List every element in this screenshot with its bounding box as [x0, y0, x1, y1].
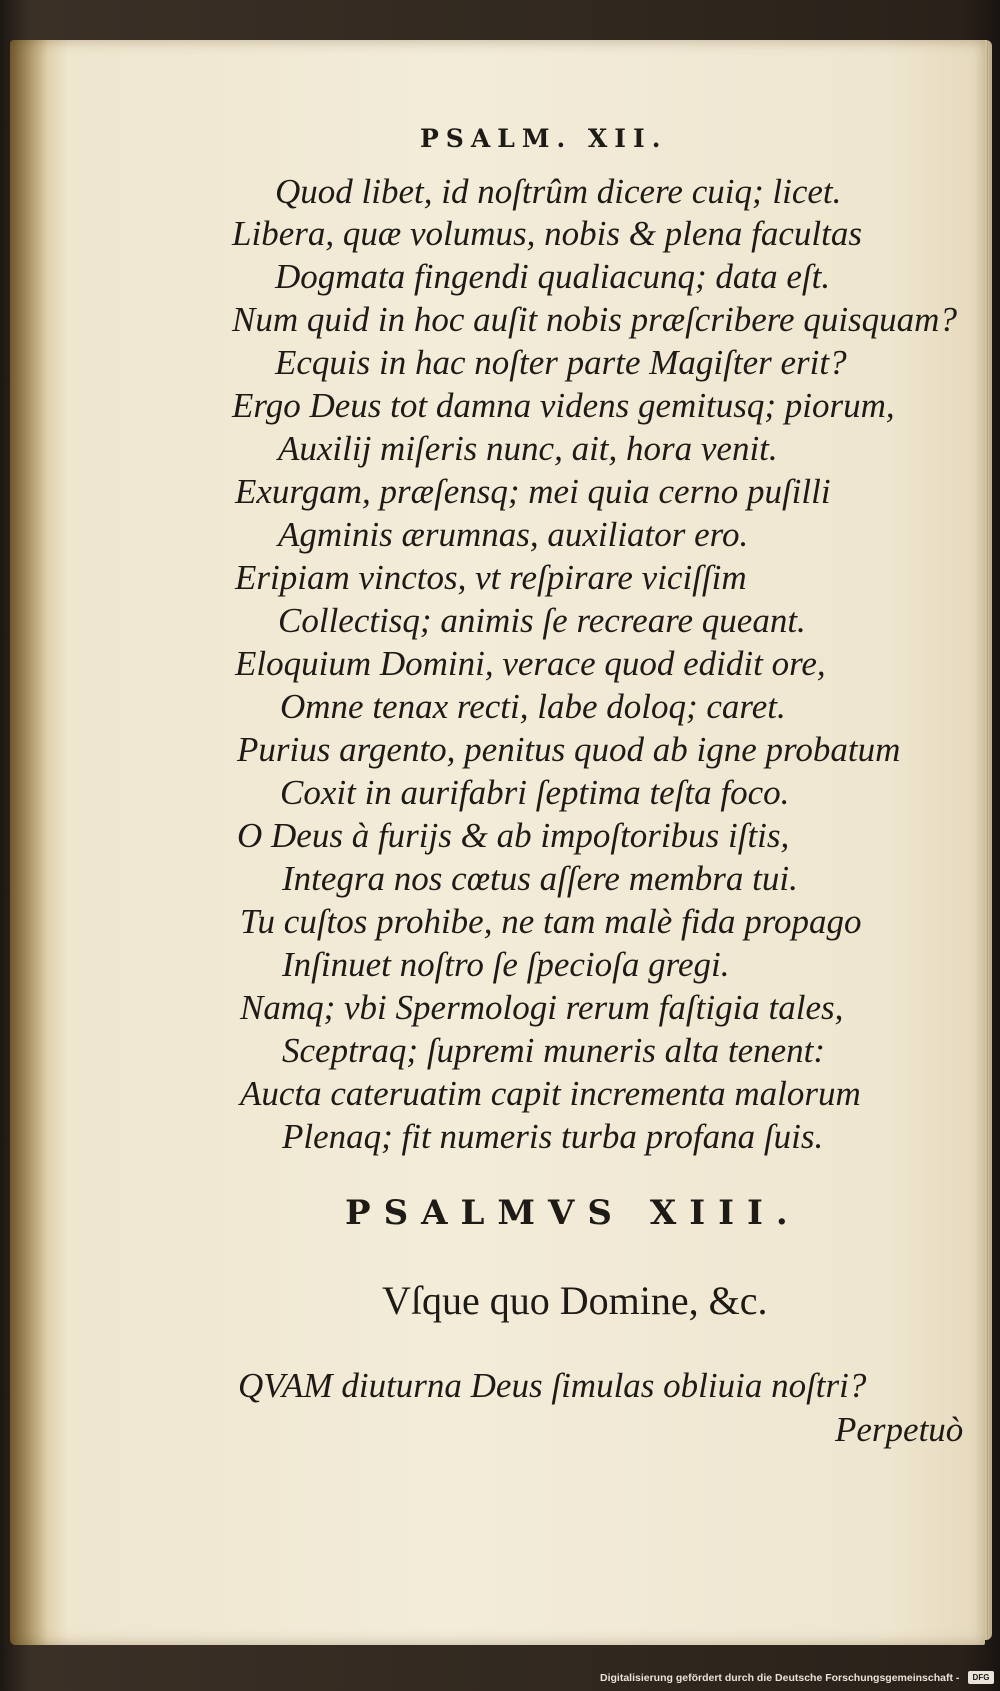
verse-line: Agminis ærumnas, auxiliator ero.: [278, 515, 749, 554]
digitisation-credit: Digitalisierung gefördert durch die Deutsche Forschungsgemeinschaft -: [600, 1672, 960, 1684]
verse-line: Dogmata fingendi qualiacunq; data eſt.: [275, 257, 831, 296]
verse-line: Omne tenax recti, labe doloq; caret.: [280, 687, 786, 726]
verse-line: Integra nos cœtus aſſere membra tui.: [282, 859, 798, 898]
catchword: Perpetuò: [835, 1410, 964, 1449]
verse-line: Plenaq; fit numeris turba profana ſuis.: [282, 1117, 824, 1156]
verse-line: Inſinuet noſtro ſe ſpecioſa gregi.: [282, 945, 730, 984]
verse-line: Auxilij miſeris nunc, ait, hora venit.: [278, 429, 778, 468]
verse-line: Collectisq; animis ſe recreare queant.: [278, 601, 806, 640]
verse-line: Num quid in hoc auſit nobis præſcribere quisquam?: [232, 300, 957, 339]
verse-line: Ecquis in hac noſter parte Magiſter erit?: [275, 343, 847, 382]
verse-line: Ergo Deus tot damna videns gemitusq; piorum,: [232, 386, 895, 425]
running-head: PSALM. XII.: [420, 124, 668, 153]
psalm-title: PSALMVS XIII.: [345, 1193, 801, 1233]
verse-line: Quod libet, id noſtrûm dicere cuiq; licet.: [275, 172, 842, 211]
verse-line: Exurgam, præſensq; mei quia cerno puſilli: [235, 472, 831, 511]
verse-line: Sceptraq; ſupremi muneris alta tenent:: [282, 1031, 826, 1070]
verse-line: O Deus à furijs & ab impoſtoribus iſtis,: [237, 816, 790, 855]
verse-line: Tu cuſtos prohibe, ne tam malè fida propago: [240, 902, 862, 941]
verse-line: Namq; vbi Spermologi rerum faſtigia tales,: [240, 988, 844, 1027]
verse-line: Eloquium Domini, verace quod edidit ore,: [235, 644, 826, 683]
verse-line: Coxit in aurifabri ſeptima teſta foco.: [280, 773, 790, 812]
verse-line: Libera, quæ volumus, nobis & plena facultas: [232, 214, 862, 253]
verse-line: Eripiam vinctos, vt reſpirare viciſſim: [235, 558, 747, 597]
verse-line: Aucta cateruatim capit incrementa malorum: [240, 1074, 861, 1113]
gutter-shadow: [10, 40, 48, 1645]
dfg-logo-icon: DFG: [968, 1671, 994, 1684]
psalm-first-line: QVAM diuturna Deus ſimulas obliuia noſtri?: [238, 1366, 867, 1405]
verse-line: Purius argento, penitus quod ab igne probatum: [237, 730, 901, 769]
psalm-incipit: Vſque quo Domine, &c.: [382, 1278, 768, 1323]
